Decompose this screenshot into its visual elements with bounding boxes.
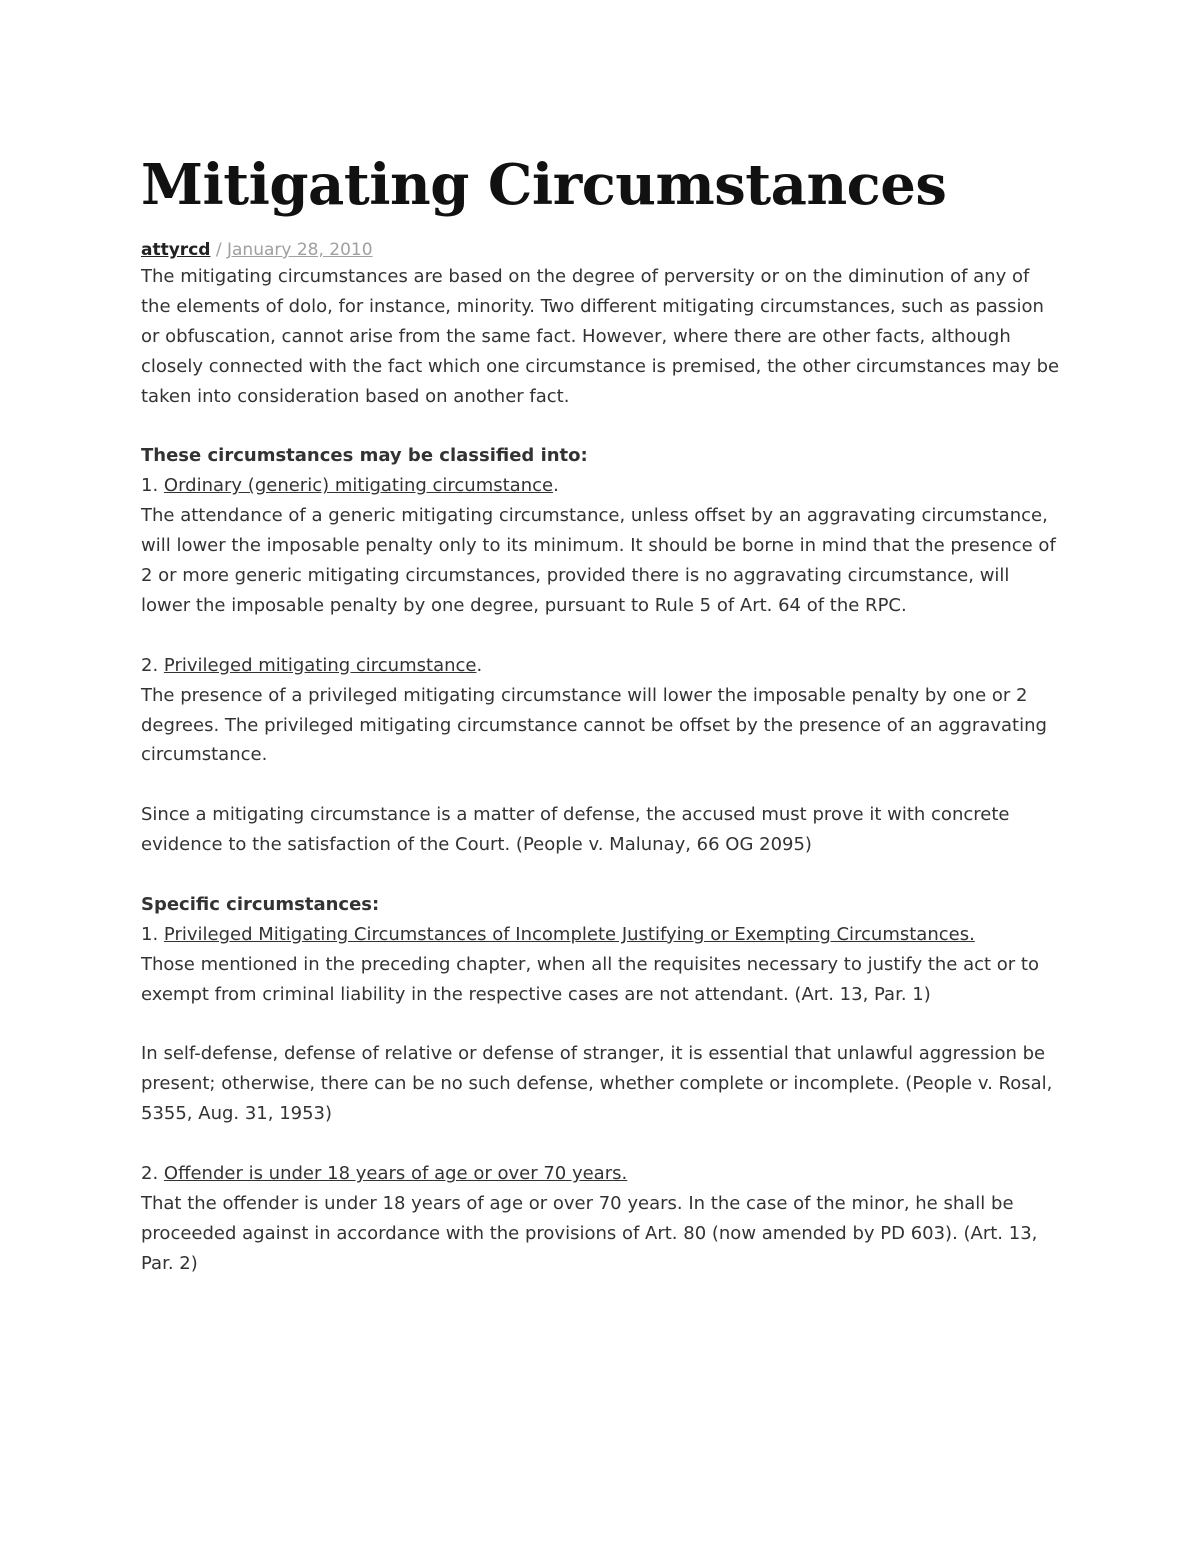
- privileged-item-label: Privileged mitigating circumstance: [163, 654, 477, 676]
- privileged-item-number: 2.: [141, 654, 164, 676]
- meta-separator: /: [210, 240, 227, 260]
- specific-item-1-title: [141, 920, 1061, 950]
- spacer: [141, 770, 1061, 800]
- specific-item-2-title: [141, 1159, 1061, 1189]
- document-page: [141, 0, 1061, 1279]
- privileged-item-body: The presence of a privileged mitigating circumstance will lower the imposable penalty by one or 2 degrees. The privileged mitigating circumstance cannot be offset by the presence of an aggravating circumstance.: [141, 684, 1047, 766]
- ordinary-item-suffix: .: [553, 475, 559, 497]
- defense-note-paragraph: Since a mitigating circumstance is a matter of defense, the accused must prove it with concrete evidence to the satisfaction of the Court. (People v. Malunay, 66 OG 2095): [141, 804, 1010, 856]
- spacer: [141, 412, 1061, 442]
- ordinary-item-number: 1.: [141, 475, 164, 497]
- date-link[interactable]: January 28, 2010: [226, 240, 373, 260]
- privileged-item-suffix: .: [476, 654, 483, 676]
- spacer: [141, 621, 1061, 651]
- spacer: [141, 860, 1061, 890]
- post-meta: [141, 238, 1061, 262]
- specific-item-1-label: Privileged Mitigating Circumstances of Incomplete Justifying or Exempting Circumstances.: [163, 923, 975, 945]
- spacer: [141, 1010, 1061, 1040]
- intro-paragraph: The mitigating circumstances are based on the degree of perversity or on the diminution of any of the elements of dolo, for instance, minority. Two different mitigating circumstances, such as passion or obfuscation, cannot arise from the same fact. However, where there are other facts, although closely connected with the fact which one circumstance is premised, the other circumstances may be taken into consideration based on another fact.: [141, 266, 1060, 407]
- classification-heading: These circumstances may be classified into:: [141, 445, 588, 467]
- specific-item-2-body: That the offender is under 18 years of age or over 70 years. In the case of the minor, he shall be proceeded against in accordance with the provisions of Art. 80 (now amended by PD 603). (Art. 13, Par. 2): [141, 1193, 1038, 1274]
- ordinary-item-body: The attendance of a generic mitigating circumstance, unless offset by an aggravating circumstance, will lower the imposable penalty only to its minimum. It should be borne in mind that the presence of 2 or more generic mitigating circumstances, provided there is no aggravating circumstance, will lower the imposable penalty by one degree, pursuant to Rule 5 of Art. 64 of the RPC.: [141, 505, 1056, 616]
- specific-item-1-number: 1.: [141, 923, 164, 945]
- page-title: Mitigating Circumstances: [141, 152, 947, 218]
- specific-item-2-label: Offender is under 18 years of age or over 70 years.: [163, 1163, 628, 1185]
- specific-heading: Specific circumstances:: [141, 893, 380, 915]
- self-defense-paragraph: In self-defense, defense of relative or defense of stranger, it is essential that unlawful aggression be present; otherwise, there can be no such defense, whether complete or incomplete. (People v. Rosal, 5355, Aug. 31, 1953): [141, 1043, 1053, 1125]
- specific-item-1-body: Those mentioned in the preceding chapter, when all the requisites necessary to justify the act or to exempt from criminal liability in the respective cases are not attendant. (Art. 13, Par. 1): [141, 953, 1039, 1005]
- spacer: [141, 1129, 1061, 1159]
- author-link[interactable]: attyrcd: [141, 240, 211, 260]
- privileged-item-title: [141, 651, 1061, 681]
- ordinary-item-title: [141, 471, 1061, 501]
- specific-item-2-number: 2.: [141, 1163, 164, 1185]
- ordinary-item-label: Ordinary (generic) mitigating circumstance: [163, 475, 554, 497]
